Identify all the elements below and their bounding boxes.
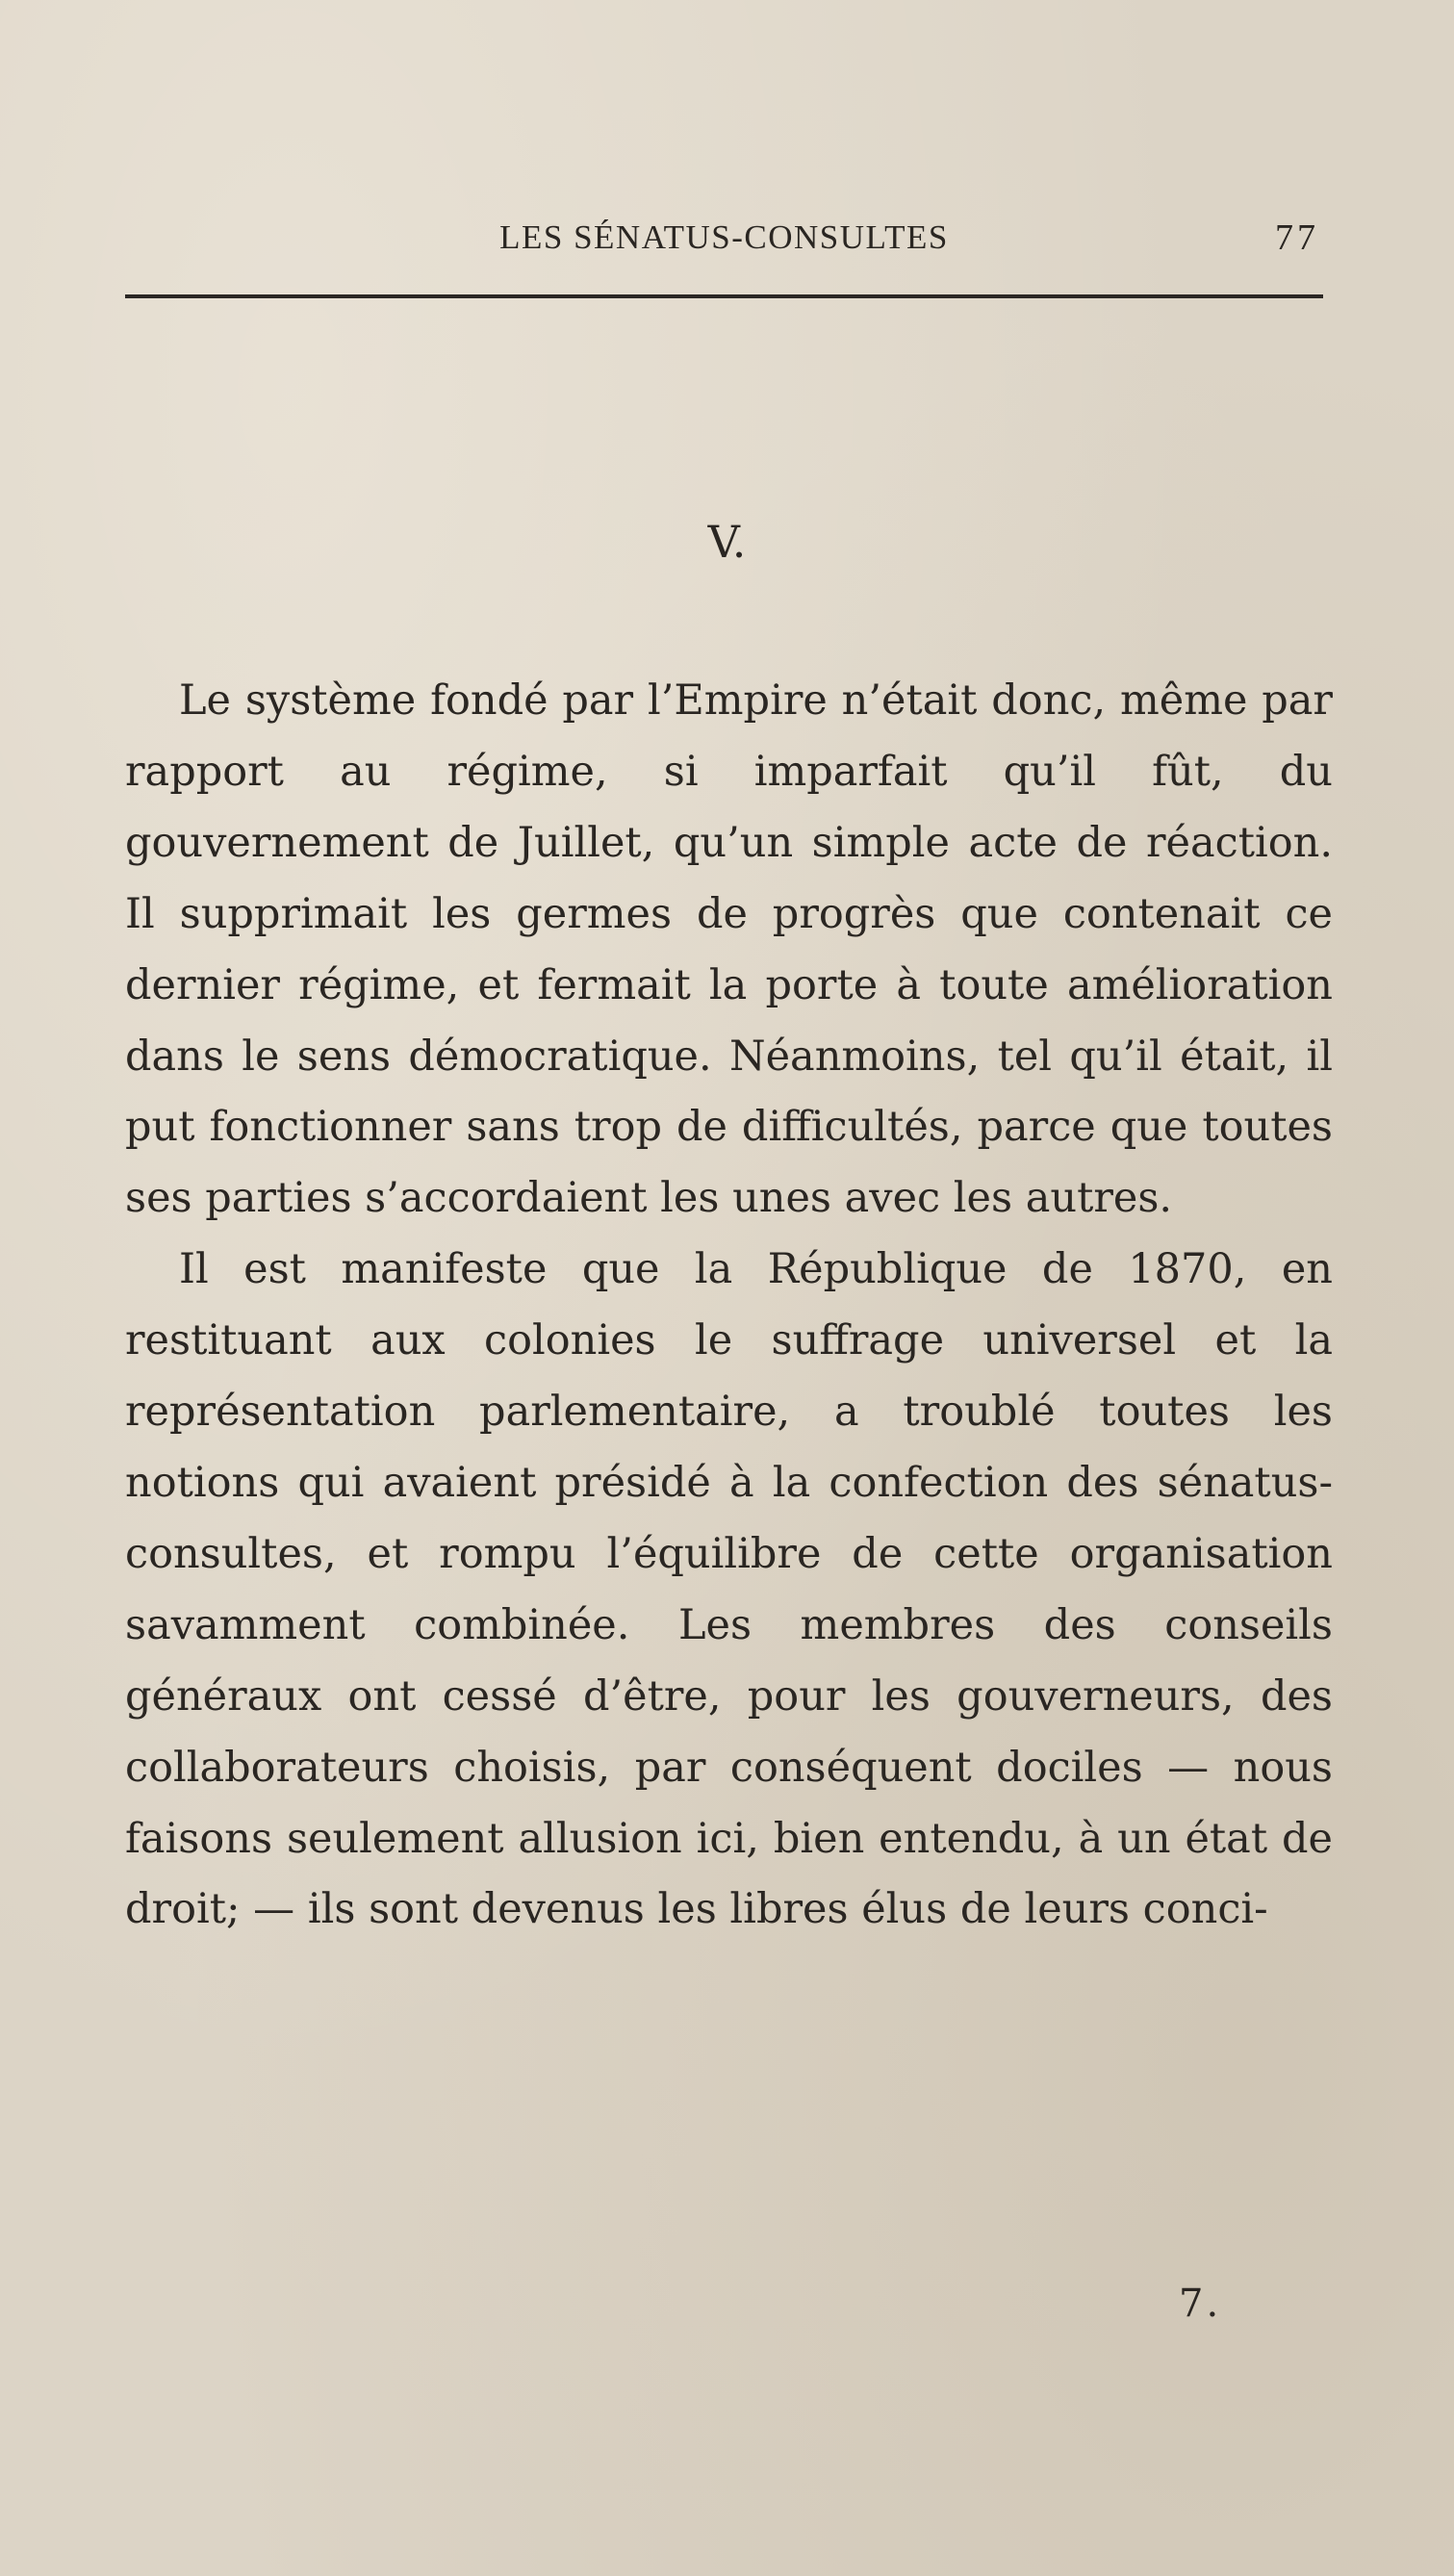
paragraph: Il est manifeste que la République de 1870, en restituant aux colonies le suffrage universel et la représentation parlementaire, a troublé toutes les notions qui avaient présidé à la confection des sénatus-consultes, et rompu l’équilibre de cette organisation savamment combinée. Les membres des conseils généraux ont cessé d’être, pour les gouverneurs, des collaborateurs choisis, par conséquent dociles — nous faisons seulement allusion ici, bien entendu, à un état de droit; — ils sont devenus les libres élus de leurs conci- (125, 1245, 1333, 1934)
body-text (125, 666, 1333, 1946)
running-head-title: LES SÉNATUS-CONSULTES (499, 218, 949, 256)
header-rule (125, 294, 1323, 298)
signature-mark: 7. (1179, 2282, 1222, 2326)
page-number: 77 (1275, 217, 1319, 258)
paragraph: Le système fondé par l’Empire n’était donc, même par rapport au régime, si imparfait qu’il fût, du gouvernement de Juillet, qu’un simple acte de réaction. Il supprimait les germes de progrès que contenait ce dernier régime, et fermait la porte à toute amélioration dans le sens démocratique. Néanmoins, tel qu’il était, il put fonctionner sans trop de difficultés, parce que toutes ses parties s’accordaient les unes avec les autres. (125, 676, 1333, 1223)
running-head (125, 214, 1323, 262)
section-heading: V. (707, 516, 747, 568)
